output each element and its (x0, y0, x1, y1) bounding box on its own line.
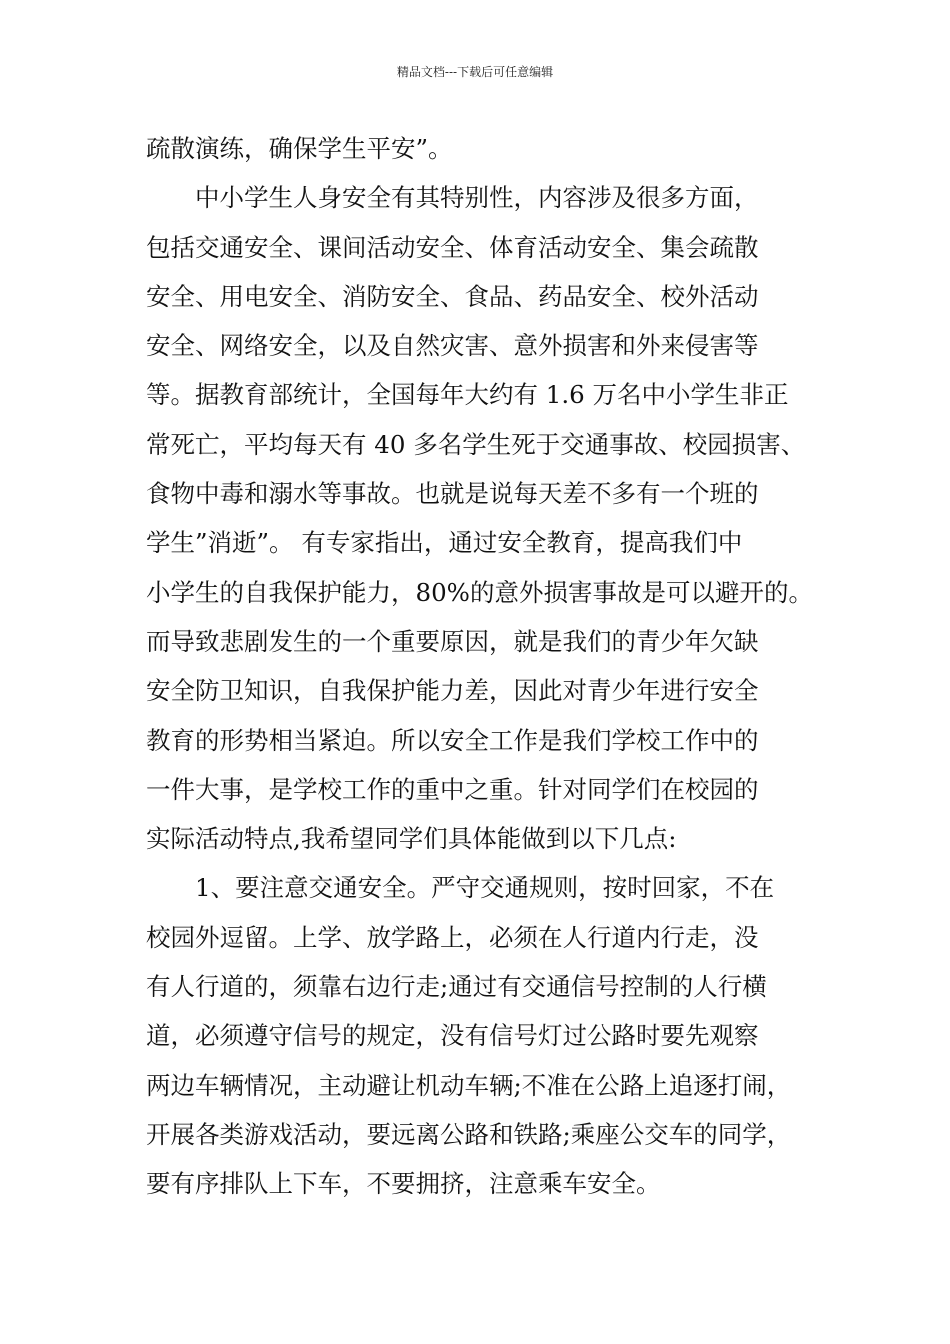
text-line: 要有序排队上下车，不要拥挤，注意乘车安全。 (146, 1169, 661, 1199)
text-line: 实际活动特点,我希望同学们具体能做到以下几点: (146, 824, 677, 854)
paragraph-first-line: 中小学生人身安全有其特别性，内容涉及很多方面， (195, 183, 759, 213)
text-line: 安全防卫知识，自我保护能力差，因此对青少年进行安全 (146, 676, 759, 706)
document-body (146, 124, 826, 1209)
text-line: 安全、用电安全、消防安全、食品、药品安全、校外活动 (146, 281, 759, 311)
text-line: 有人行道的，须靠右边行走;通过有交通信号控制的人行横 (146, 972, 767, 1002)
text-line: 校园外逗留。上学、放学路上，必须在人行道内行走，没 (146, 922, 759, 952)
text-line: 教育的形势相当紧迫。所以安全工作是我们学校工作中的 (146, 725, 759, 755)
text-line: 常死亡，平均每天有 40 多名学生死于交通事故、校园损害、 (146, 429, 806, 459)
text-line: 而导致悲剧发生的一个重要原因，就是我们的青少年欠缺 (146, 626, 759, 656)
text-line: 学生”消逝”。 有专家指出，通过安全教育，提高我们中 (146, 528, 743, 558)
text-line: 等。据教育部统计，全国每年大约有 1.6 万名中小学生非正 (146, 380, 789, 410)
text-line: 两边车辆情况，主动避让机动车辆;不准在公路上追逐打闹， (146, 1070, 792, 1100)
text-line: 一件大事，是学校工作的重中之重。针对同学们在校园的 (146, 774, 759, 804)
text-line: 道，必须遵守信号的规定，没有信号灯过公路时要先观察 (146, 1021, 759, 1051)
paragraph-first-line: 1、要注意交通安全。严守交通规则，按时回家，不在 (195, 873, 775, 903)
text-line: 开展各类游戏活动，要远离公路和铁路;乘座公交车的同学， (146, 1119, 792, 1149)
text-line: 食物中毒和溺水等事故。也就是说每天差不多有一个班的 (146, 479, 759, 509)
text-line: 小学生的自我保护能力，80%的意外损害事故是可以避开的。 (146, 577, 813, 607)
text-line: 包括交通安全、课间活动安全、体育活动安全、集会疏散 (146, 232, 759, 262)
text-line: 疏散演练，确保学生平安”。 (146, 134, 453, 163)
text-line: 安全、网络安全，以及自然灾害、意外损害和外来侵害等 (146, 331, 759, 361)
page-header: 精品文档---下载后可任意编辑 (396, 65, 554, 79)
